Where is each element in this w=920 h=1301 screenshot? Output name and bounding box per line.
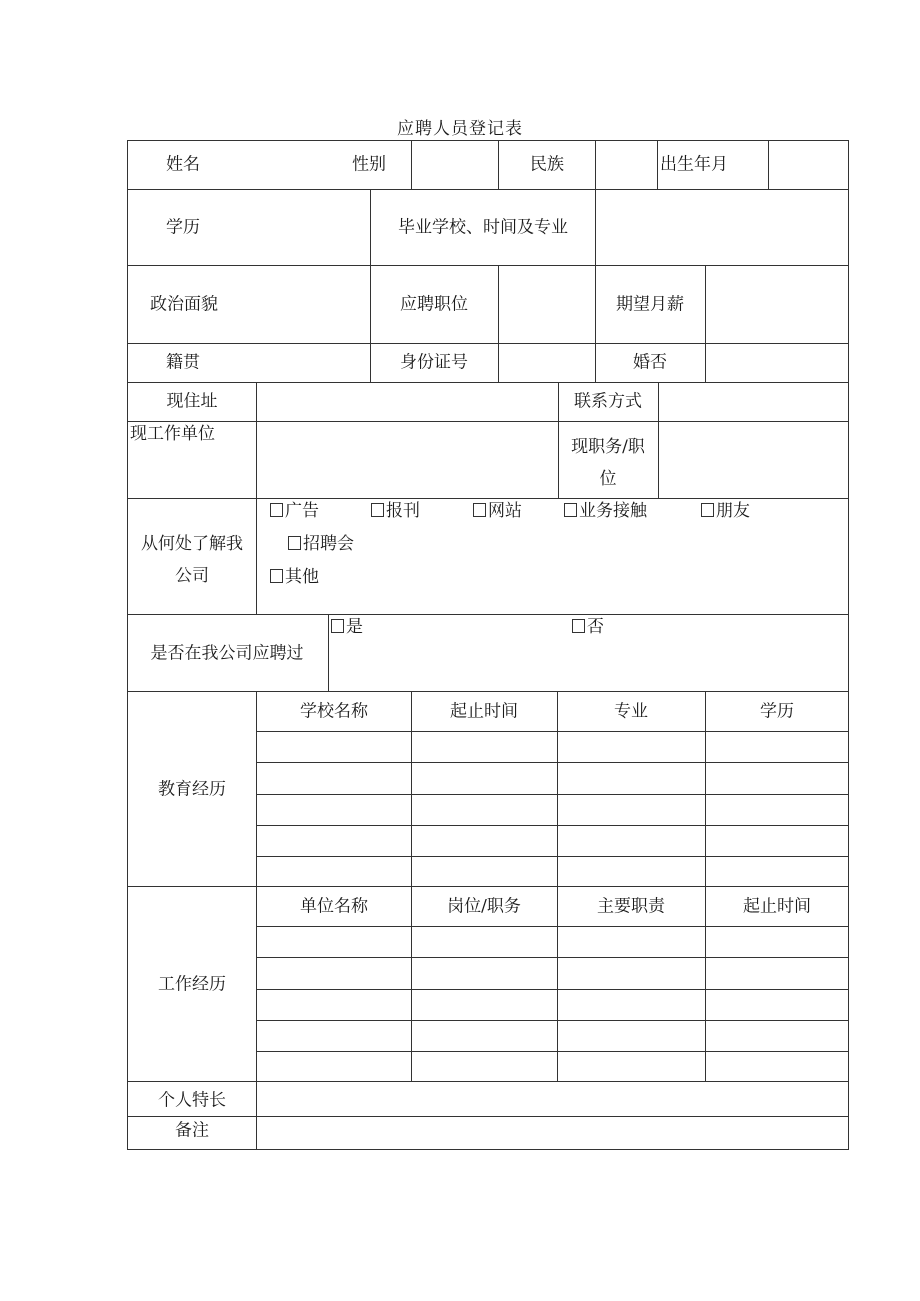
- col-divider: [705, 265, 706, 383]
- work-row-divider: [256, 957, 849, 958]
- row-divider: [127, 189, 849, 190]
- checkbox-icon[interactable]: [270, 503, 283, 517]
- edu-header-major: 专业: [614, 701, 648, 722]
- row-divider: [127, 421, 849, 422]
- col-divider: [498, 140, 499, 190]
- work-header-position: 岗位/职务: [447, 896, 521, 917]
- table-border-right: [848, 140, 849, 1150]
- col-divider: [411, 691, 412, 1082]
- edu-row-divider: [256, 731, 849, 732]
- label-expected-salary: 期望月薪: [616, 294, 684, 315]
- edu-row-divider: [256, 825, 849, 826]
- table-border-left: [127, 140, 128, 1150]
- col-divider: [657, 140, 658, 190]
- label-address: 现住址: [166, 391, 218, 412]
- option-yes[interactable]: 是: [331, 619, 363, 636]
- label-gender: 性别: [352, 154, 386, 175]
- edu-row-divider: [256, 856, 849, 857]
- work-row-divider: [256, 1020, 849, 1021]
- label-political: 政治面貌: [150, 294, 218, 315]
- checkbox-icon[interactable]: [701, 503, 714, 517]
- work-row-divider: [256, 926, 849, 927]
- col-divider: [256, 691, 257, 1150]
- row-divider: [127, 343, 849, 344]
- option-ad[interactable]: 广告: [270, 503, 319, 520]
- label-native-place: 籍贯: [166, 352, 200, 373]
- col-divider: [256, 382, 257, 615]
- col-divider: [328, 614, 329, 692]
- row-divider: [127, 691, 849, 692]
- label-work-history: 工作经历: [158, 974, 226, 995]
- label-contact: 联系方式: [574, 391, 642, 412]
- col-divider: [705, 691, 706, 1082]
- option-other[interactable]: 其他: [270, 569, 319, 586]
- row-divider: [127, 614, 849, 615]
- option-job-fair[interactable]: 招聘会: [288, 536, 354, 553]
- work-header-period: 起止时间: [743, 896, 811, 917]
- option-newspaper[interactable]: 报刊: [371, 503, 420, 520]
- label-skills: 个人特长: [158, 1090, 226, 1111]
- option-no[interactable]: 否: [572, 619, 604, 636]
- label-id-number: 身份证号: [400, 352, 468, 373]
- row-divider: [127, 265, 849, 266]
- label-remarks: 备注: [175, 1120, 209, 1141]
- col-divider: [557, 691, 558, 1082]
- col-divider: [498, 265, 499, 383]
- row-divider: [127, 886, 849, 887]
- checkbox-icon[interactable]: [270, 569, 283, 583]
- label-current-employer: 现工作单位: [130, 424, 215, 444]
- edu-row-divider: [256, 762, 849, 763]
- table-border-bottom: [127, 1149, 849, 1150]
- checkbox-icon[interactable]: [572, 619, 585, 633]
- label-marital: 婚否: [633, 352, 667, 373]
- label-current-position-line2: 位: [599, 469, 617, 489]
- label-name: 姓名: [166, 154, 200, 175]
- col-divider: [658, 382, 659, 499]
- row-divider: [127, 382, 849, 383]
- form-title: 应聘人员登记表: [397, 119, 523, 139]
- col-divider: [768, 140, 769, 190]
- row-divider: [127, 498, 849, 499]
- label-education: 学历: [166, 217, 200, 238]
- col-divider: [558, 382, 559, 499]
- label-education-history: 教育经历: [158, 779, 226, 800]
- label-source-line2: 公司: [175, 566, 209, 586]
- option-friend[interactable]: 朋友: [701, 503, 750, 520]
- option-website[interactable]: 网站: [473, 503, 522, 520]
- checkbox-icon[interactable]: [288, 536, 301, 550]
- work-header-duties: 主要职责: [597, 896, 665, 917]
- checkbox-icon[interactable]: [473, 503, 486, 517]
- label-current-position-line1: 现职务/职: [571, 437, 645, 457]
- edu-header-school: 学校名称: [300, 701, 368, 722]
- row-divider: [127, 1081, 849, 1082]
- checkbox-icon[interactable]: [564, 503, 577, 517]
- label-applied-before: 是否在我公司应聘过: [150, 643, 304, 664]
- label-school-time-major: 毕业学校、时间及专业: [398, 217, 568, 238]
- label-source-line1: 从何处了解我: [141, 534, 243, 554]
- row-divider: [127, 1116, 849, 1117]
- checkbox-icon[interactable]: [331, 619, 344, 633]
- label-position-applied: 应聘职位: [400, 294, 468, 315]
- option-business-contact[interactable]: 业务接触: [564, 503, 647, 520]
- col-divider: [595, 140, 596, 190]
- edu-header-period: 起止时间: [450, 701, 518, 722]
- checkbox-icon[interactable]: [371, 503, 384, 517]
- edu-header-degree: 学历: [760, 701, 794, 722]
- col-divider: [411, 140, 412, 190]
- edu-row-divider: [256, 794, 849, 795]
- col-divider: [595, 189, 596, 383]
- table-border-top: [127, 140, 849, 141]
- work-header-employer: 单位名称: [300, 896, 368, 917]
- work-row-divider: [256, 1051, 849, 1052]
- label-ethnicity: 民族: [530, 154, 564, 175]
- label-birth: 出生年月: [660, 154, 728, 175]
- col-divider: [370, 189, 371, 383]
- work-row-divider: [256, 989, 849, 990]
